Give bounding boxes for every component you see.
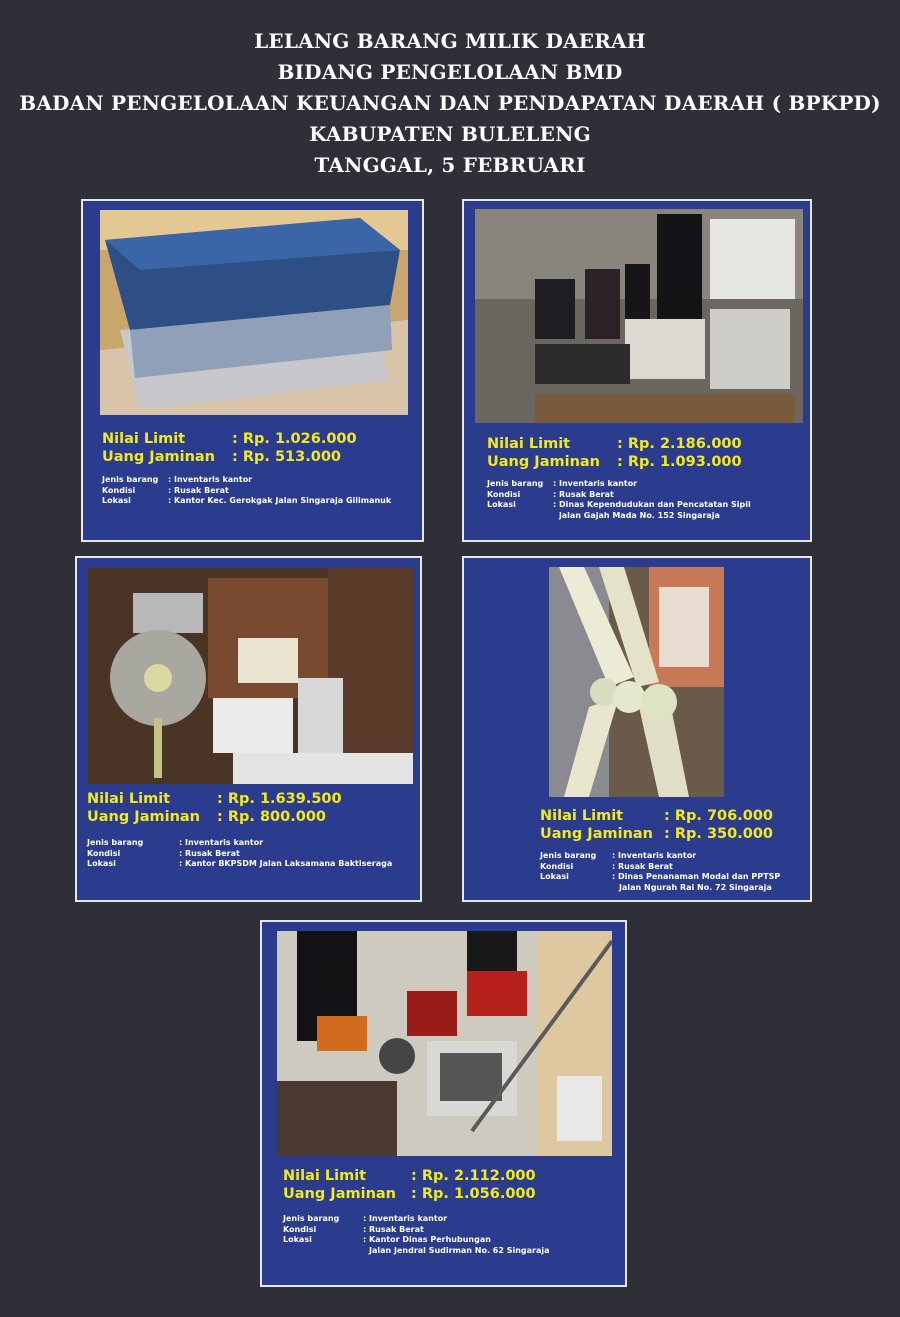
details-block (283, 1214, 550, 1256)
kondisi-label: Kondisi (540, 861, 574, 871)
kondisi-value: : Rusak Berat (553, 489, 614, 499)
nilai-limit-label: Nilai Limit (102, 431, 186, 447)
header-title: LELANG BARANG MILIK DAERAH (254, 29, 646, 53)
jenis-label: Jenis barang (487, 479, 544, 488)
lokasi-value: : Kantor Dinas Perhubungan (363, 1235, 491, 1244)
lokasi-value-line2: jalan Gajah Mada No. 152 Singaraja (559, 510, 720, 520)
jenis-value: : Inventaris kantor (553, 479, 638, 488)
jenis-value: : Inventaris kantor (363, 1214, 448, 1223)
lokasi-label: Lokasi (102, 496, 131, 505)
uang-jaminan-label: Uang Jaminan (540, 826, 653, 842)
uang-jaminan-value: : Rp. 350.000 (664, 826, 773, 842)
nilai-limit-value: : Rp. 2.112.000 (411, 1168, 536, 1184)
jenis-value: : Inventaris kantor (168, 475, 253, 484)
kondisi-label: Kondisi (487, 489, 521, 499)
price-block (283, 1167, 536, 1203)
price-block (87, 790, 342, 826)
uang-jaminan-label: Uang Jaminan (87, 809, 200, 825)
lokasi-value-line2: Jalan Jendral Sudirman No. 62 Singaraja (369, 1245, 550, 1255)
lot-card-2 (462, 199, 812, 542)
kondisi-label: Kondisi (283, 1224, 317, 1234)
header-date: TANGGAL, 5 FEBRUARI (314, 153, 586, 177)
details-block (540, 851, 780, 893)
header-regency: KABUPATEN BULELENG (309, 122, 591, 146)
jenis-value: : Inventaris kantor (179, 838, 264, 847)
nilai-limit-label: Nilai Limit (540, 808, 624, 824)
lokasi-label: Lokasi (540, 872, 569, 881)
lokasi-label: Lokasi (283, 1235, 312, 1244)
jenis-label: Jenis barang (102, 475, 159, 484)
uang-jaminan-label: Uang Jaminan (283, 1186, 396, 1202)
lot-card-3 (75, 556, 422, 902)
jenis-label: Jenis barang (87, 838, 144, 847)
nilai-limit-value: : Rp. 706.000 (664, 808, 773, 824)
price-block (540, 807, 773, 843)
nilai-limit-value: : Rp. 1.639.500 (217, 791, 342, 807)
nilai-limit-label: Nilai Limit (283, 1168, 367, 1184)
kondisi-value: : Rusak Berat (363, 1224, 424, 1234)
kondisi-label: Kondisi (102, 485, 136, 495)
kondisi-value: : Rusak Berat (168, 485, 229, 495)
details-block (102, 475, 391, 507)
uang-jaminan-value: : Rp. 1.093.000 (617, 454, 742, 470)
uang-jaminan-value: : Rp. 1.056.000 (411, 1186, 536, 1202)
fan-air-conditioner-photo (88, 568, 413, 784)
nilai-limit-value: : Rp. 1.026.000 (232, 431, 357, 447)
lokasi-value: : Kantor BKPSDM Jalan Laksamana Baktiseraga (179, 859, 393, 868)
ceiling-fan-photo (549, 567, 724, 797)
jenis-label: Jenis barang (283, 1214, 340, 1223)
header-agency: BADAN PENGELOLAAN KEUANGAN DAN PENDAPATAN DAERAH ( BPKPD) (19, 91, 881, 115)
nilai-limit-value: : Rp. 2.186.000 (617, 436, 742, 452)
uang-jaminan-value: : Rp. 513.000 (232, 449, 341, 465)
nilai-limit-label: Nilai Limit (487, 436, 571, 452)
auction-header (0, 26, 900, 181)
lot-card-1 (81, 199, 424, 542)
mattress-bed-photo (100, 210, 408, 415)
uang-jaminan-label: Uang Jaminan (487, 454, 600, 470)
details-block (487, 479, 751, 521)
price-block (102, 430, 357, 466)
tv-equipment-pile-photo (277, 931, 612, 1156)
lokasi-value: : Dinas Kependudukan dan Pencatatan Sipil (553, 500, 751, 509)
kondisi-value: : Rusak Berat (179, 848, 240, 858)
details-block (87, 838, 392, 870)
lot-card-5 (260, 920, 627, 1287)
uang-jaminan-value: : Rp. 800.000 (217, 809, 326, 825)
price-block (487, 435, 742, 471)
computers-typewriter-photo (475, 209, 803, 423)
kondisi-label: Kondisi (87, 848, 121, 858)
kondisi-value: : Rusak Berat (612, 861, 673, 871)
lokasi-value-line2: Jalan Ngurah Rai No. 72 Singaraja (619, 882, 772, 892)
lokasi-label: Lokasi (487, 500, 516, 509)
jenis-label: Jenis barang (540, 851, 597, 860)
lokasi-value: : Dinas Penanaman Modal dan PPTSP (612, 872, 781, 881)
uang-jaminan-label: Uang Jaminan (102, 449, 215, 465)
lokasi-value: : Kantor Kec. Gerokgak Jalan Singaraja Gilimanuk (168, 496, 392, 505)
jenis-value: : Inventaris kantor (612, 851, 697, 860)
lot-card-4 (462, 556, 812, 902)
header-division: BIDANG PENGELOLAAN BMD (277, 60, 623, 84)
nilai-limit-label: Nilai Limit (87, 791, 171, 807)
lokasi-label: Lokasi (87, 859, 116, 868)
